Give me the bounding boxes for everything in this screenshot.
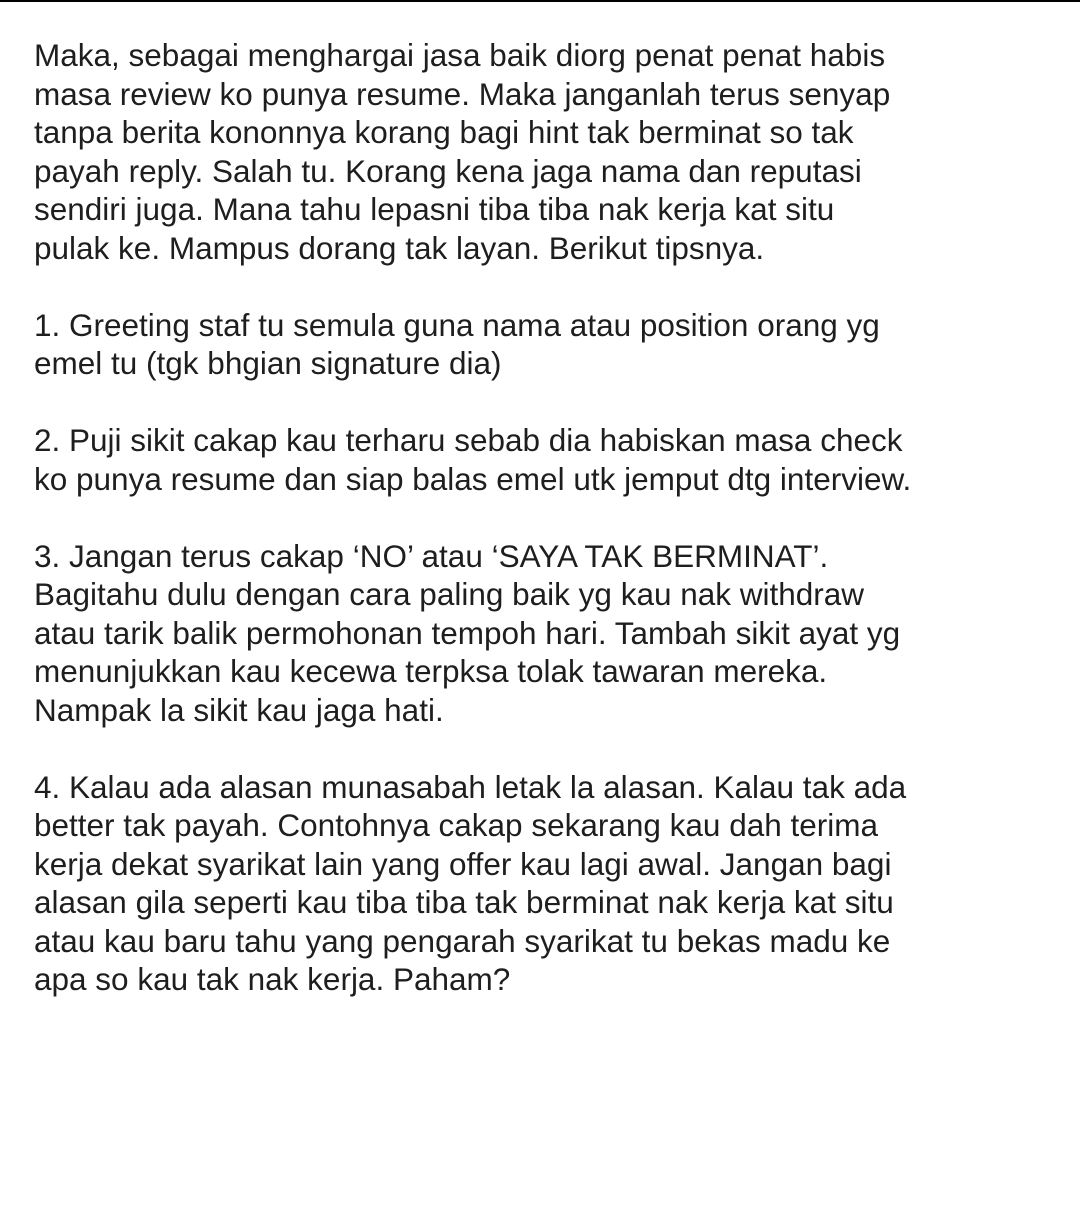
text-line: 3. Jangan terus cakap ‘NO’ atau ‘SAYA TAK BERMINAT’. [34, 537, 829, 574]
text-line: pulak ke. Mampus dorang tak layan. Berikut tipsnya. [34, 229, 765, 266]
text-line: tanpa berita kononnya korang bagi hint tak berminat so tak [34, 114, 854, 150]
paragraph-tip-4 [34, 768, 1074, 999]
text-line: atau tarik balik permohonan tempoh hari. Tambah sikit ayat yg [34, 614, 901, 651]
text-line: payah reply. Salah tu. Korang kena jaga nama dan reputasi [34, 152, 862, 189]
text-line: masa review ko punya resume. Maka janganlah terus senyap [34, 75, 891, 112]
text-line: alasan gila seperti kau tiba tiba tak berminat nak kerja kat situ [34, 884, 894, 920]
text-line: Bagitahu dulu dengan cara paling baik yg kau nak withdraw [34, 576, 865, 612]
paragraph-intro [34, 36, 1074, 267]
post-text [34, 36, 1074, 1037]
text-line: 1. Greeting staf tu semula guna nama atau position orang yg [34, 306, 880, 343]
text-line: Maka, sebagai menghargai jasa baik diorg penat penat habis [34, 37, 886, 73]
top-border [0, 0, 1080, 2]
text-line: 4. Kalau ada alasan munasabah letak la alasan. Kalau tak ada [34, 768, 907, 805]
text-line: ko punya resume dan siap balas emel utk jemput dtg interview. [34, 460, 912, 497]
text-line: Nampak la sikit kau jaga hati. [34, 691, 444, 728]
paragraph-tip-1 [34, 306, 1074, 383]
text-line: apa so kau tak nak kerja. Paham? [34, 961, 511, 997]
paragraph-tip-3 [34, 537, 1074, 730]
paragraph-tip-2 [34, 421, 1074, 498]
text-line: menunjukkan kau kecewa terpksa tolak tawaran mereka. [34, 653, 828, 689]
text-line: sendiri juga. Mana tahu lepasni tiba tiba nak kerja kat situ [34, 191, 835, 227]
text-line: better tak payah. Contohnya cakap sekarang kau dah terima [34, 807, 879, 843]
text-line: atau kau baru tahu yang pengarah syarikat tu bekas madu ke [34, 922, 891, 959]
text-line: 2. Puji sikit cakap kau terharu sebab dia habiskan masa check [34, 422, 903, 458]
text-line: kerja dekat syarikat lain yang offer kau lagi awal. Jangan bagi [34, 845, 892, 882]
text-line: emel tu (tgk bhgian signature dia) [34, 345, 502, 381]
